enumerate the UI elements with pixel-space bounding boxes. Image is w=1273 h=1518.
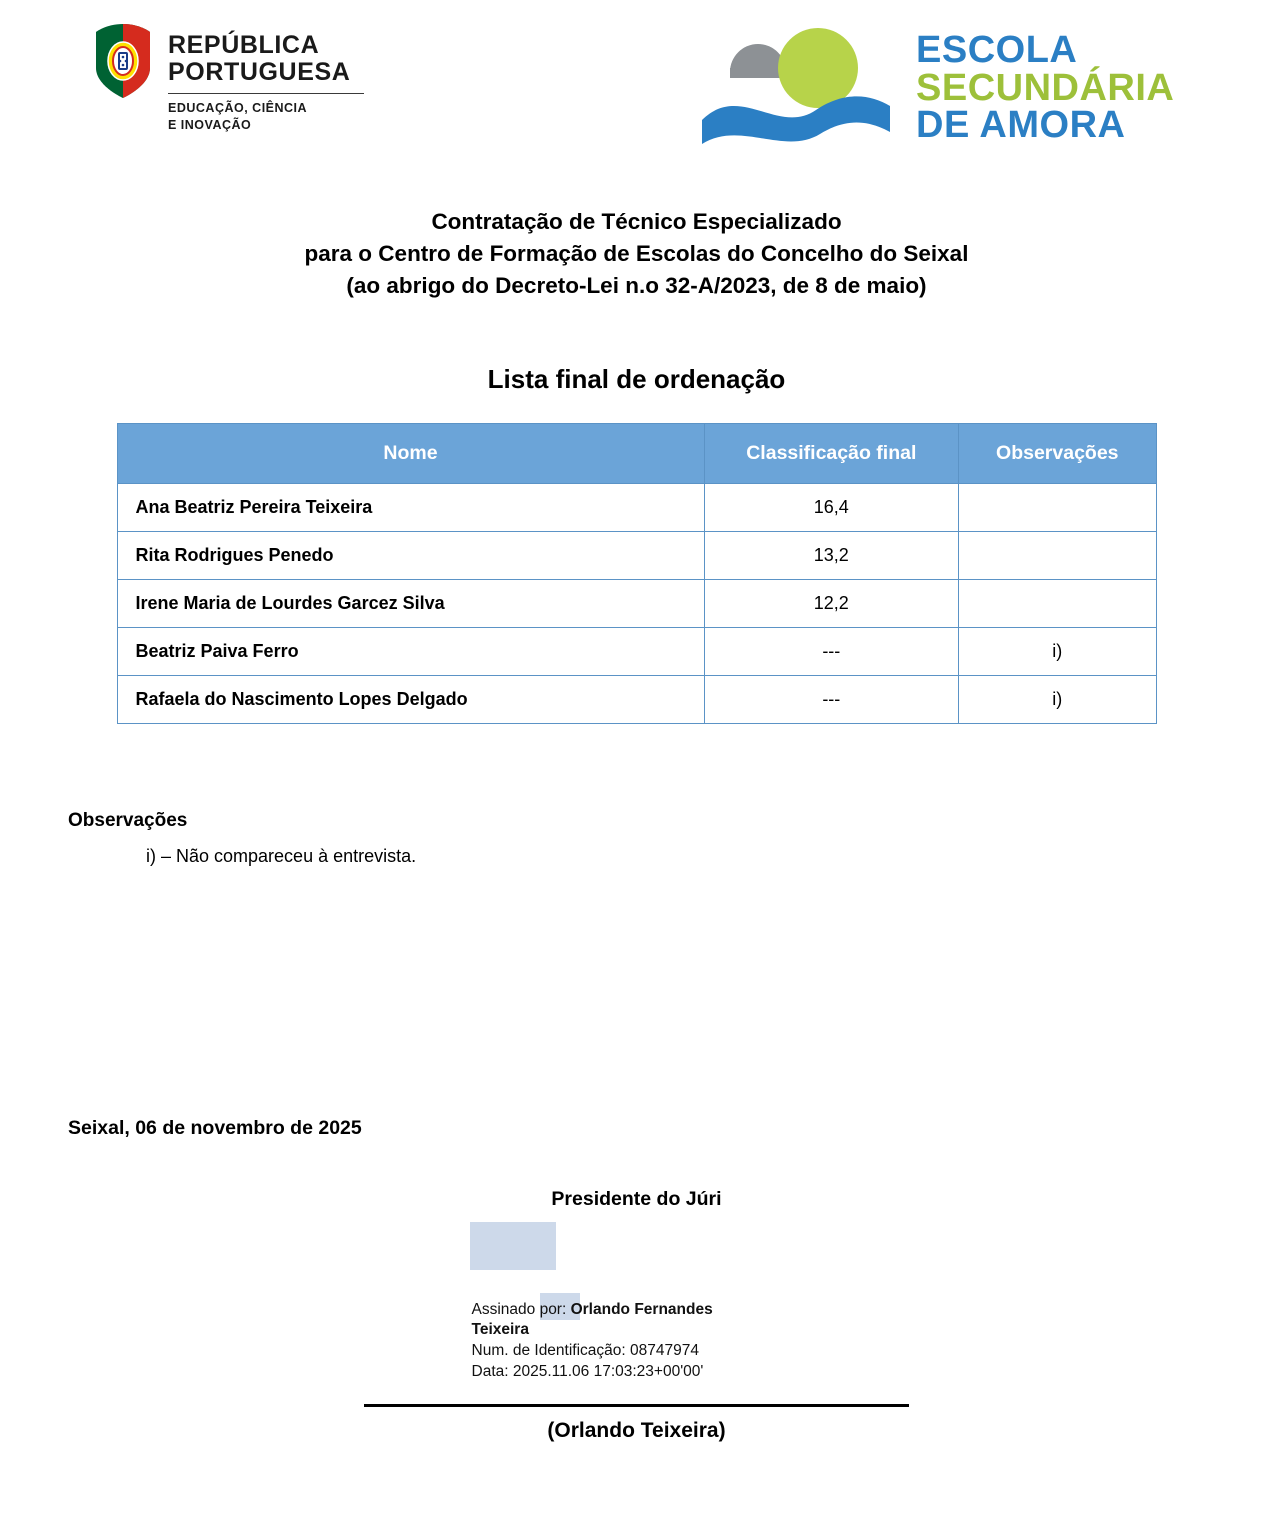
signature-date-line: Data: 2025.11.06 17:03:23+00'00' [471, 1362, 704, 1380]
cell-nome: Rafaela do Nascimento Lopes Delgado [117, 675, 704, 723]
cell-observacoes [959, 579, 1156, 627]
signature-id-line: Num. de Identificação: 08747974 [471, 1342, 699, 1360]
cell-nome: Rita Rodrigues Penedo [117, 531, 704, 579]
signature-signed-by-line [472, 1300, 802, 1321]
republica-portuguesa-logo [92, 22, 364, 134]
table-row [117, 579, 1156, 627]
cell-nome: Beatriz Paiva Ferro [117, 627, 704, 675]
signature-line [364, 1404, 909, 1407]
signature-role: Presidente do Júri [551, 1187, 722, 1210]
table-row [117, 675, 1156, 723]
republica-divider [168, 93, 364, 94]
column-header-classificacao: Classificação final [704, 423, 959, 483]
doc-title-line1: Contratação de Técnico Especializado [431, 209, 842, 234]
ranking-table [117, 423, 1157, 724]
doc-title-line2: para o Centro de Formação de Escolas do Concelho do Seixal [304, 240, 969, 266]
column-header-nome: Nome [117, 423, 704, 483]
signature-signer-name-line1: Orlando Fernandes [570, 1300, 713, 1318]
cell-classificacao: 12,2 [704, 579, 959, 627]
escola-amora-logo-icon [700, 24, 900, 149]
republica-sub-line1: EDUCAÇÃO, CIÊNCIA [168, 101, 308, 115]
table-row [117, 627, 1156, 675]
table-header-row [117, 423, 1156, 483]
portugal-shield-icon [92, 22, 154, 100]
column-header-observacoes: Observações [959, 423, 1156, 483]
table-row [117, 531, 1156, 579]
observations-section [0, 810, 1273, 867]
escola-line1: ESCOLA [916, 29, 1078, 71]
signature-highlight-box [470, 1222, 556, 1270]
escola-secundaria-amora-logo [700, 24, 1190, 154]
cell-classificacao: 16,4 [704, 483, 959, 531]
place-and-date: Seixal, 06 de novembro de 2025 [68, 1116, 362, 1139]
list-title: Lista final de ordenação [487, 363, 786, 394]
republica-sub-line2: E INOVAÇÃO [168, 117, 252, 132]
observations-heading: Observações [68, 809, 188, 831]
escola-line3: DE AMORA [916, 104, 1126, 147]
page-title [0, 206, 1273, 302]
cell-observacoes: i) [959, 627, 1156, 675]
cell-classificacao: --- [704, 675, 959, 723]
republica-title-line2: PORTUGUESA [168, 58, 351, 86]
escola-line2: SECUNDÁRIA [916, 66, 1175, 109]
cell-classificacao: 13,2 [704, 531, 959, 579]
cell-observacoes [959, 531, 1156, 579]
cell-nome: Irene Maria de Lourdes Garcez Silva [117, 579, 704, 627]
document-header [0, 0, 1273, 170]
ranking-table-container [117, 423, 1157, 724]
digital-signature-stamp [472, 1225, 802, 1382]
table-row [117, 483, 1156, 531]
signature-signer-name-line2: Teixeira [471, 1321, 529, 1339]
cell-observacoes: i) [959, 675, 1156, 723]
signature-signed-by-label: Assinado por: [471, 1300, 567, 1318]
cell-classificacao: --- [704, 627, 959, 675]
cell-observacoes [959, 483, 1156, 531]
signer-name: (Orlando Teixeira) [547, 1419, 726, 1443]
doc-title-line3: (ao abrigo do Decreto-Lei n.o 32-A/2023, de 8 de maio) [346, 272, 927, 298]
republica-title-line1: REPÚBLICA [168, 31, 320, 59]
cell-nome: Ana Beatriz Pereira Teixeira [117, 483, 704, 531]
observations-note: i) – Não compareceu à entrevista. [146, 845, 417, 866]
